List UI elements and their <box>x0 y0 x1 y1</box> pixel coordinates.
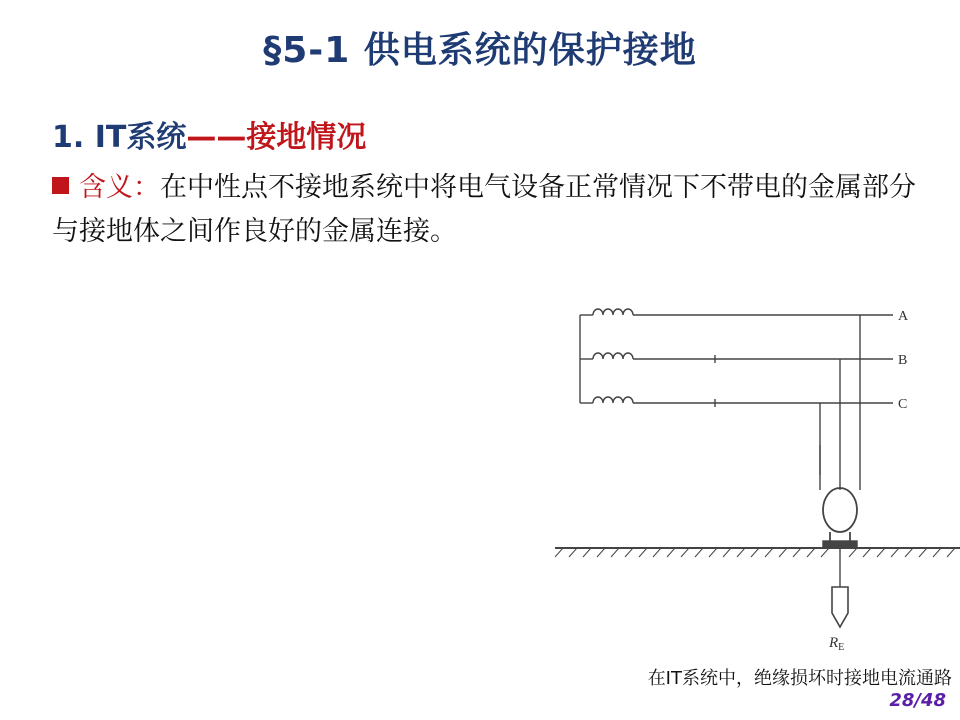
diagram-caption: 在IT系统中，绝缘损坏时接地电流通路 <box>647 668 952 689</box>
definition-paragraph <box>52 166 922 254</box>
section-number: 1. IT系统 <box>52 120 187 155</box>
ground-resistor-label <box>828 635 844 653</box>
section-topic: 接地情况 <box>246 120 367 155</box>
page-number: 28/48 <box>889 690 946 711</box>
winding-c-icon <box>580 397 633 403</box>
slide-title: §5-1 供电系统的保护接地 <box>263 30 697 71</box>
ground-resistor-icon <box>832 587 848 627</box>
resistor-symbol: R <box>829 635 839 651</box>
resistor-subscript: E <box>838 642 845 653</box>
winding-b-icon <box>580 353 633 359</box>
section-heading <box>52 112 366 156</box>
phase-label-b: B <box>898 353 908 368</box>
phase-label-a: A <box>898 309 909 324</box>
winding-a-icon <box>580 309 633 315</box>
definition-text: 在中性点不接地系统中将电气设备正常情况下不带电的金属部分与接地体之间作良好的金属连接。 <box>52 172 916 247</box>
motor-icon <box>823 488 857 532</box>
section-separator: —— <box>186 120 247 155</box>
definition-label: 含义： <box>79 172 160 203</box>
it-system-diagram <box>555 295 960 665</box>
square-bullet-icon <box>52 177 69 194</box>
phase-label-c: C <box>898 397 908 412</box>
